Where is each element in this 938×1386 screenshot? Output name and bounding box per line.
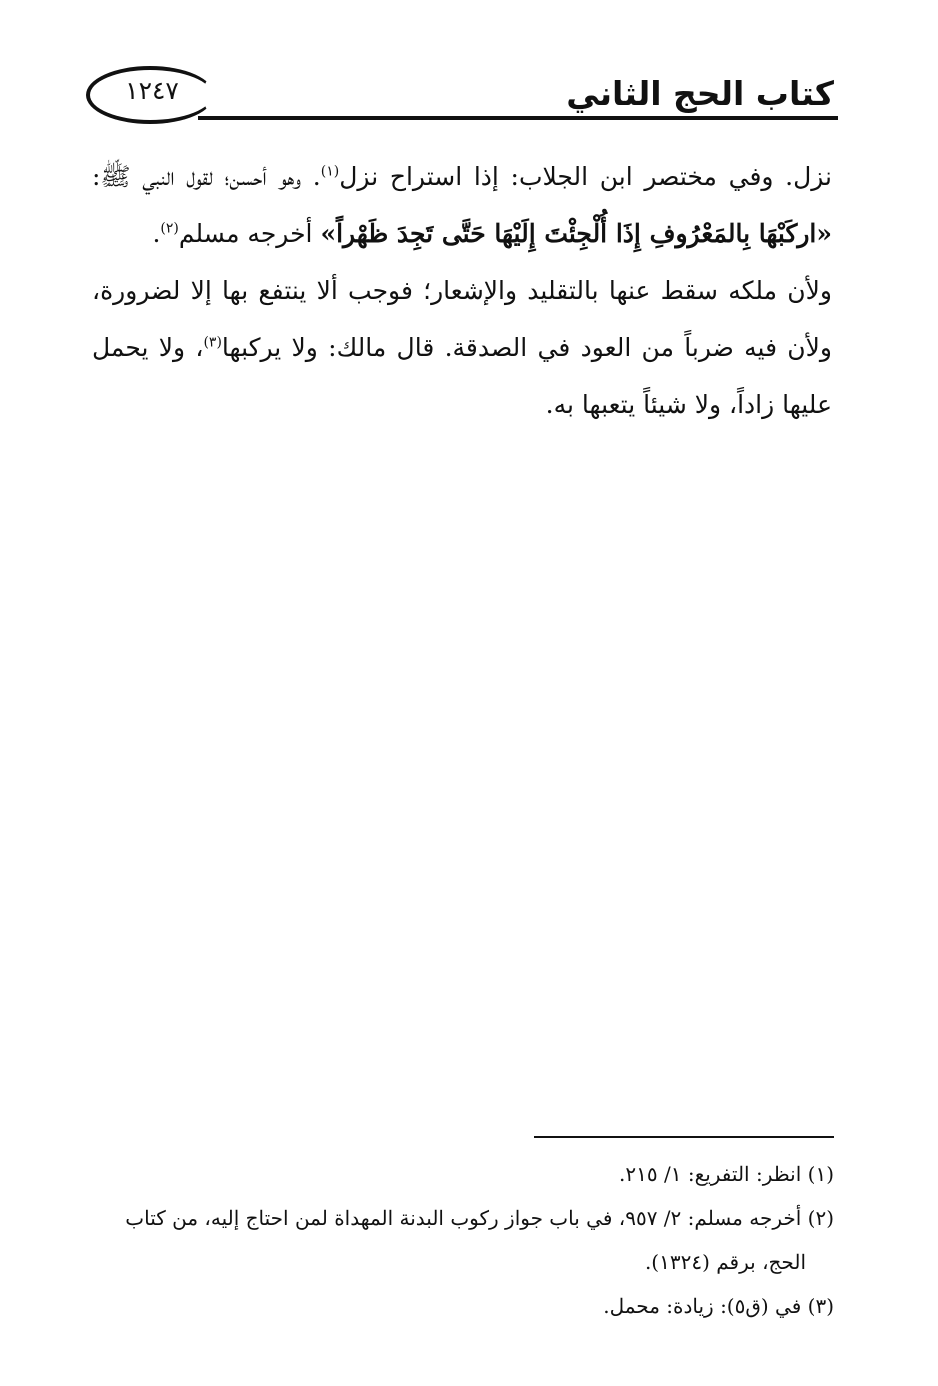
footnote-ref-2: (٢)	[160, 220, 179, 237]
footnote-divider	[534, 1136, 834, 1138]
footnote-2-continued: الحج، برقم (١٣٢٤).	[644, 1250, 806, 1274]
text-run: نزل. وفي مختصر ابن الجلاب: إذا استراح نزل	[339, 162, 833, 191]
text-run: . وهو أحسن؛ لقول النبي ﷺ:	[92, 162, 321, 191]
footnote-1: (١) انظر: التفريع: ١/ ٢١٥.	[619, 1162, 834, 1186]
book-title: كتاب الحج الثاني	[566, 74, 834, 113]
text-run: أخرجه مسلم	[178, 219, 321, 248]
page-header	[80, 62, 840, 128]
page-number: ١٢٤٧	[125, 76, 179, 105]
header-divider	[198, 116, 838, 120]
footnotes	[96, 1152, 834, 1328]
paragraph-2	[92, 262, 832, 433]
footnote-ref-3: (٣)	[203, 334, 222, 351]
text-run: ولأن ملكه سقط عنها بالتقليد والإشعار؛ فوجب ألا ينتفع بها إلا لضرورة، ولأن فيه ضرباً من العود في الصدقة. قال مالك: ولا يركبها	[92, 276, 832, 362]
text-run: ، ولا يحمل عليها زاداً، ولا شيئاً يتعبها به.	[92, 333, 832, 419]
main-text	[92, 148, 832, 433]
footnote-3: (٣) في (ق٥): زيادة: محمل.	[603, 1294, 834, 1318]
footnote-2: (٢) أخرجه مسلم: ٢/ ٩٥٧، في باب جواز ركوب البدنة المهداة لمن احتاج إليه، من كتاب	[125, 1206, 834, 1230]
footnote-ref-1: (١)	[320, 163, 340, 180]
paragraph-1	[92, 148, 832, 262]
hadith-quote: «اركَبْهَا بِالمَعْرُوفِ إِذَا أُلْجِئْتَ إِلَيْهَا حَتَّى تَجِدَ ظَهْراً»	[320, 219, 832, 248]
text-run: .	[152, 219, 161, 248]
